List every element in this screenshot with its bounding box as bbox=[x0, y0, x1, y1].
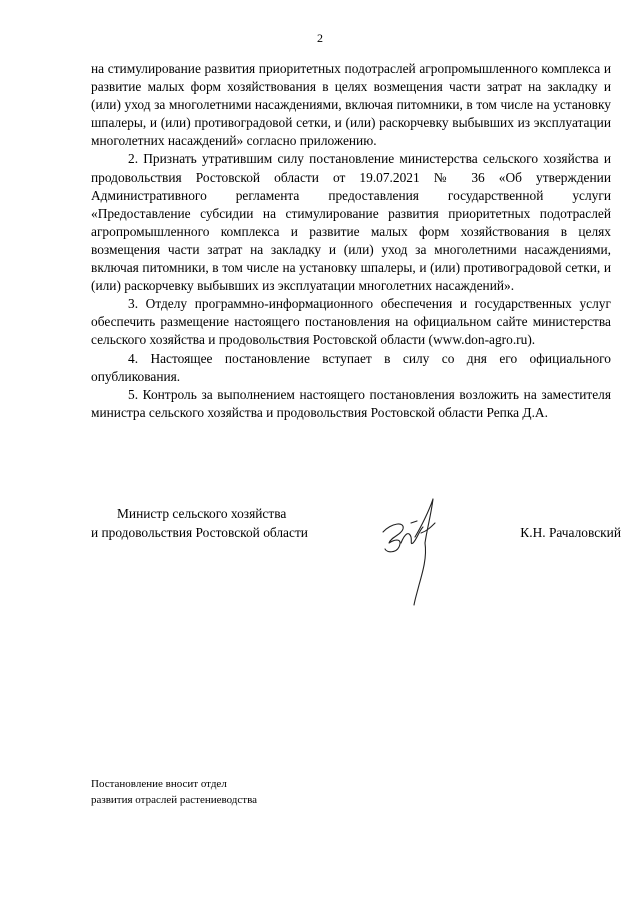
signatory-title-line1: Министр сельского хозяйства bbox=[117, 506, 287, 521]
paragraph-4: 4. Настоящее постановление вступает в силу со дня его официального опубликования. bbox=[91, 350, 611, 384]
page-number: 2 bbox=[317, 31, 323, 45]
paragraph-3: 3. Отделу программно-информационного обеспечения и государственных услуг обеспечить размещение настоящего постановления на официальном сайте министерства сельского хозяйства и продовольствия Ростовской области (www.don-agro.ru). bbox=[91, 296, 611, 348]
footer-line-1: Постановление вносит отдел bbox=[91, 778, 227, 790]
footer-note bbox=[91, 776, 257, 808]
signatory-name: К.Н. Рачаловский bbox=[520, 525, 621, 540]
paragraph-continuation: на стимулирование развития приоритетных подотраслей агропромышленного комплекса и развитие малых форм хозяйствования в целях возмещения части затрат на закладку и (или) уход за многолетними насаждениями, включая питомники, в том числе на установку шпалеры, и (или) противоградовой сетки, и (или) раскорчевку выбывших из эксплуатации многолетних насаждений» согласно приложению. bbox=[91, 61, 611, 149]
document-body bbox=[91, 60, 611, 422]
paragraph-5: 5. Контроль за выполнением настоящего постановления возложить на заместителя министра сельского хозяйства и продовольствия Ростовской области Репка Д.А. bbox=[91, 386, 611, 420]
handwritten-signature bbox=[381, 497, 471, 607]
signatory-title-line2: и продовольствия Ростовской области bbox=[91, 525, 308, 540]
paragraph-2: 2. Признать утратившим силу постановление министерства сельского хозяйства и продовольствия Ростовской области от 19.07.2021 № 36 «Об утверждении Административного регламента предоставления государственной услуги «Предоставление субсидии на стимулирование развития приоритетных подотраслей агропромышленного комплекса и развитие малых форм хозяйствования в целях возмещения части затрат на закладку и (или) уход за многолетними насаждениями, включая питомники, в том числе на установку шпалеры, и (или) противоградовой сетки, и (или) раскорчевку выбывших из эксплуатации многолетних насаждений». bbox=[91, 151, 611, 294]
footer-line-2: развития отраслей растениеводства bbox=[91, 794, 258, 806]
signature-block bbox=[91, 497, 621, 607]
